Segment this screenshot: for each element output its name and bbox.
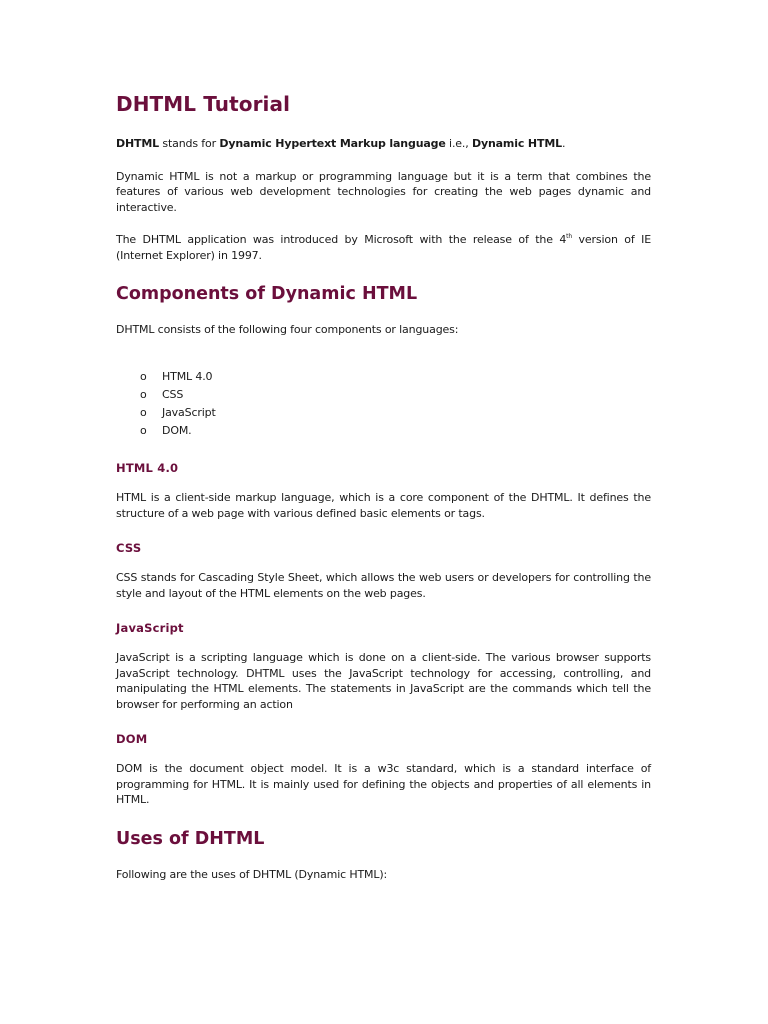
document-page	[116, 88, 651, 899]
bullet-icon: o	[140, 424, 147, 438]
paragraph-html4: HTML is a client-side markup language, which is a core component of the DHTML. It defines the structure of a web page with various defined basic elements or tags.	[116, 491, 651, 520]
intro-full-name: Dynamic Hypertext Markup language	[219, 137, 446, 150]
paragraph-css: CSS stands for Cascading Style Sheet, which allows the web users or developers for controlling the style and layout of the HTML elements on the web pages.	[116, 571, 651, 600]
intro-stands-for: stands for	[159, 137, 220, 150]
subheading-javascript: JavaScript	[116, 621, 184, 636]
intro-ie: i.e.,	[445, 137, 472, 150]
subheading-html4: HTML 4.0	[116, 461, 179, 476]
list-item	[140, 386, 651, 404]
list-item-label: DOM.	[162, 424, 192, 438]
uses-lead: Following are the uses of DHTML (Dynamic HTML):	[116, 867, 388, 881]
paragraph-dom: DOM is the document object model. It is a w3c standard, which is a standard interface of programming for HTML. It is mainly used for defining the objects and properties of all elements in HTML.	[116, 762, 651, 807]
bullet-icon: o	[140, 369, 147, 383]
history-text-after: version of IE (Internet Explorer) in 1997.	[116, 233, 651, 262]
section-heading-components: Components of Dynamic HTML	[116, 284, 418, 304]
list-item	[140, 368, 651, 386]
list-item-label: JavaScript	[162, 405, 216, 419]
list-item-label: CSS	[162, 387, 184, 401]
paragraph-javascript: JavaScript is a scripting language which is done on a client-side. The various browser supports JavaScript technology. DHTML uses the JavaScript technology for accessing, controlling, and manipulating the HTML elements. The statements in JavaScript are the commands which tell the browser for performing an action	[116, 651, 651, 711]
components-lead: DHTML consists of the following four components or languages:	[116, 323, 459, 336]
intro-end: .	[561, 137, 566, 150]
history-text-before: The DHTML application was introduced by Microsoft with the release of the 4	[116, 233, 567, 246]
page-title: DHTML Tutorial	[116, 92, 291, 116]
subheading-dom: DOM	[116, 732, 148, 747]
intro-paragraph	[116, 136, 651, 152]
subheading-css: CSS	[116, 541, 142, 556]
intro-term: DHTML	[116, 137, 160, 150]
section-heading-uses: Uses of DHTML	[116, 828, 265, 849]
paragraph-history	[116, 232, 651, 263]
bullet-icon: o	[140, 405, 147, 419]
list-item-label: HTML 4.0	[162, 369, 213, 383]
list-item	[140, 422, 651, 440]
history-superscript: th	[566, 233, 573, 240]
bullet-icon: o	[140, 387, 147, 401]
paragraph-definition: Dynamic HTML is not a markup or programming language but it is a term that combines the features of various web development technologies for creating the web pages dynamic and interactive.	[116, 169, 651, 214]
components-list	[116, 368, 651, 441]
list-item	[140, 404, 651, 422]
intro-short-name: Dynamic HTML	[471, 137, 562, 150]
